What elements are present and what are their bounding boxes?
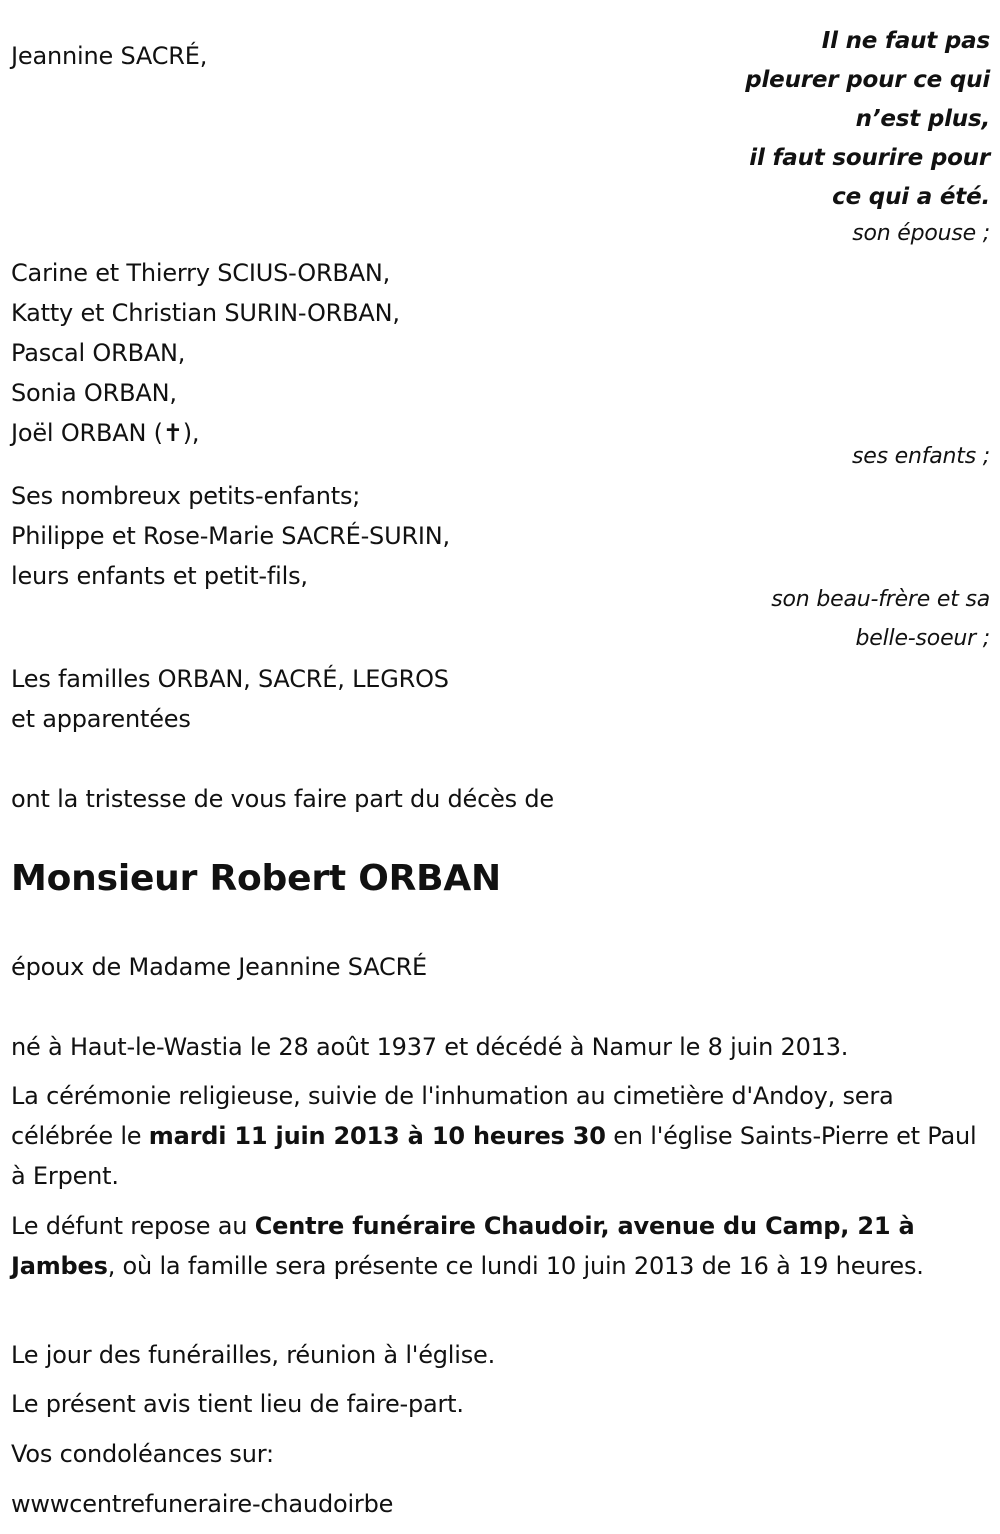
quote-line: ce qui a été. bbox=[832, 184, 990, 210]
memorial-quote bbox=[745, 22, 990, 217]
spouse-of-text: époux de Madame Jeannine SACRÉ bbox=[11, 953, 428, 981]
rest-place: Centre funéraire Chaudoir, avenue du Camp, 21 à Jambes bbox=[11, 1212, 915, 1280]
child-line: Carine et Thierry SCIUS-ORBAN, bbox=[11, 259, 391, 287]
relation-in-laws-cont: belle-soeur ; bbox=[855, 626, 990, 651]
grandchildren-line: Ses nombreux petits-enfants; bbox=[11, 482, 361, 510]
rest-text: Le défunt repose au bbox=[11, 1212, 255, 1240]
families-line: Les familles ORBAN, SACRÉ, LEGROS bbox=[11, 665, 449, 693]
condolences-website[interactable]: wwwcentrefuneraire-chaudoirbe bbox=[11, 1490, 394, 1518]
visiting-hours: , où la famille sera présente ce lundi 10 juin 2013 de 16 à 19 heures. bbox=[107, 1252, 924, 1280]
condolences-label: Vos condoléances sur: bbox=[11, 1440, 274, 1468]
in-laws-line: Philippe et Rose-Marie SACRÉ-SURIN, bbox=[11, 522, 450, 550]
first-family-member: Jeannine SACRÉ, bbox=[11, 42, 208, 70]
relation-spouse: son épouse ; bbox=[852, 221, 990, 246]
deceased-name: Monsieur Robert ORBAN bbox=[11, 858, 501, 899]
birth-death-text: né à Haut-le-Wastia le 28 août 1937 et décédé à Namur le 8 juin 2013. bbox=[11, 1033, 849, 1061]
families-line: et apparentées bbox=[11, 705, 191, 733]
in-laws-children-line: leurs enfants et petit-fils, bbox=[11, 562, 308, 590]
child-line: Katty et Christian SURIN-ORBAN, bbox=[11, 299, 400, 327]
funeral-day-text: Le jour des funérailles, réunion à l'église. bbox=[11, 1341, 496, 1369]
relation-in-laws: son beau-frère et sa bbox=[771, 587, 990, 612]
quote-line: il faut sourire pour bbox=[749, 145, 990, 171]
child-line: Pascal ORBAN, bbox=[11, 339, 186, 367]
quote-line: pleurer pour ce qui bbox=[745, 67, 990, 93]
notice-text: Le présent avis tient lieu de faire-part. bbox=[11, 1390, 464, 1418]
ceremony-place: en l'église Saints-Pierre et Paul à Erpent. bbox=[11, 1122, 977, 1190]
announcement-text: ont la tristesse de vous faire part du décès de bbox=[11, 785, 554, 813]
rest-paragraph bbox=[11, 1206, 986, 1286]
ceremony-text: La cérémonie religieuse, suivie de l'inhumation au cimetière d'Andoy, sera célébrée le bbox=[11, 1082, 894, 1150]
quote-line: Il ne faut pas bbox=[821, 28, 990, 54]
child-line: Sonia ORBAN, bbox=[11, 379, 177, 407]
relation-children: ses enfants ; bbox=[852, 444, 990, 469]
ceremony-date: mardi 11 juin 2013 à 10 heures 30 bbox=[148, 1122, 606, 1150]
ceremony-paragraph bbox=[11, 1076, 986, 1196]
child-line: Joël ORBAN (✝), bbox=[11, 419, 200, 447]
quote-line: n’est plus, bbox=[855, 106, 990, 132]
